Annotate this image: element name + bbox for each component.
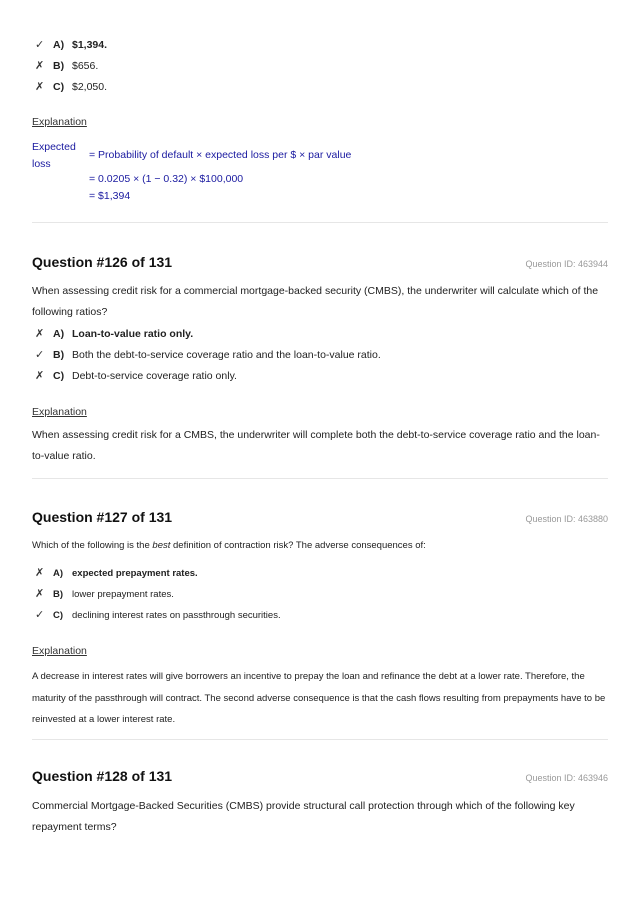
formula <box>32 139 608 207</box>
question-header <box>32 254 608 270</box>
answer-option: ✗ A) Loan-to-value ratio only. <box>32 324 608 345</box>
check-icon: ✓ <box>35 39 45 51</box>
cross-icon: ✗ <box>35 60 45 72</box>
answer-option: ✓ A) $1,394. <box>32 35 608 56</box>
question-stem: Which of the following is the best definition of contraction risk? The adverse consequences of: <box>32 540 426 551</box>
cross-icon: ✗ <box>35 567 45 579</box>
check-icon: ✓ <box>35 349 45 361</box>
explanation-label: Explanation <box>32 645 87 657</box>
explanation-label: Explanation <box>32 406 87 418</box>
cross-icon: ✗ <box>35 370 45 382</box>
answer-option: ✗ B) $656. <box>32 56 608 77</box>
question-id: Question ID: 463946 <box>525 773 608 783</box>
divider <box>32 222 608 223</box>
answer-option: ✓ C) declining interest rates on passthrough securities. <box>32 605 608 626</box>
formula-line: = 0.0205 × (1 − 0.32) × $100,000 <box>89 173 244 185</box>
question-title: Question #126 of 131 <box>32 254 173 270</box>
q125-answers <box>32 35 608 98</box>
question-title: Question #128 of 131 <box>32 768 173 784</box>
check-icon: ✓ <box>35 609 45 621</box>
answer-option: ✓ B) Both the debt-to-service coverage ratio and the loan-to-value ratio. <box>32 345 608 366</box>
question-stem: Commercial Mortgage-Backed Securities (CMBS) provide structural call protection through which of the following key repayment terms? <box>32 800 575 833</box>
question-id: Question ID: 463880 <box>525 514 608 524</box>
explanation-text: A decrease in interest rates will give borrowers an incentive to prepay the loan and refinance the debt at a lower rate. Therefore, the maturity of the passthrough will contract. The second adverse consequence is that the cash flows resulting from prepayments have to be reinvested at a lower interest rate. <box>32 671 606 725</box>
divider <box>32 739 608 740</box>
question-stem: When assessing credit risk for a commercial mortgage-backed security (CMBS), the underwriter will calculate which of the following ratios? <box>32 285 599 318</box>
answer-option: ✗ A) expected prepayment rates. <box>32 563 608 584</box>
answer-option: ✗ C) $2,050. <box>32 77 608 98</box>
formula-line: = Probability of default × expected loss per $ × par value <box>89 149 352 161</box>
formula-lhs: Expected loss <box>32 141 76 170</box>
question-header <box>32 509 608 525</box>
divider <box>32 478 608 479</box>
cross-icon: ✗ <box>35 81 45 93</box>
question-header <box>32 768 608 784</box>
formula-line: = $1,394 <box>89 190 131 202</box>
question-id: Question ID: 463944 <box>525 259 608 269</box>
q127-answers <box>32 563 608 626</box>
cross-icon: ✗ <box>35 588 45 600</box>
q126-answers <box>32 324 608 387</box>
answer-option: ✗ B) lower prepayment rates. <box>32 584 608 605</box>
cross-icon: ✗ <box>35 328 45 340</box>
explanation-text: When assessing credit risk for a CMBS, the underwriter will complete both the debt-to-service coverage ratio and the loan-to-value ratio. <box>32 429 600 462</box>
question-title: Question #127 of 131 <box>32 509 173 525</box>
answer-option: ✗ C) Debt-to-service coverage ratio only. <box>32 366 608 387</box>
explanation-label: Explanation <box>32 116 87 128</box>
